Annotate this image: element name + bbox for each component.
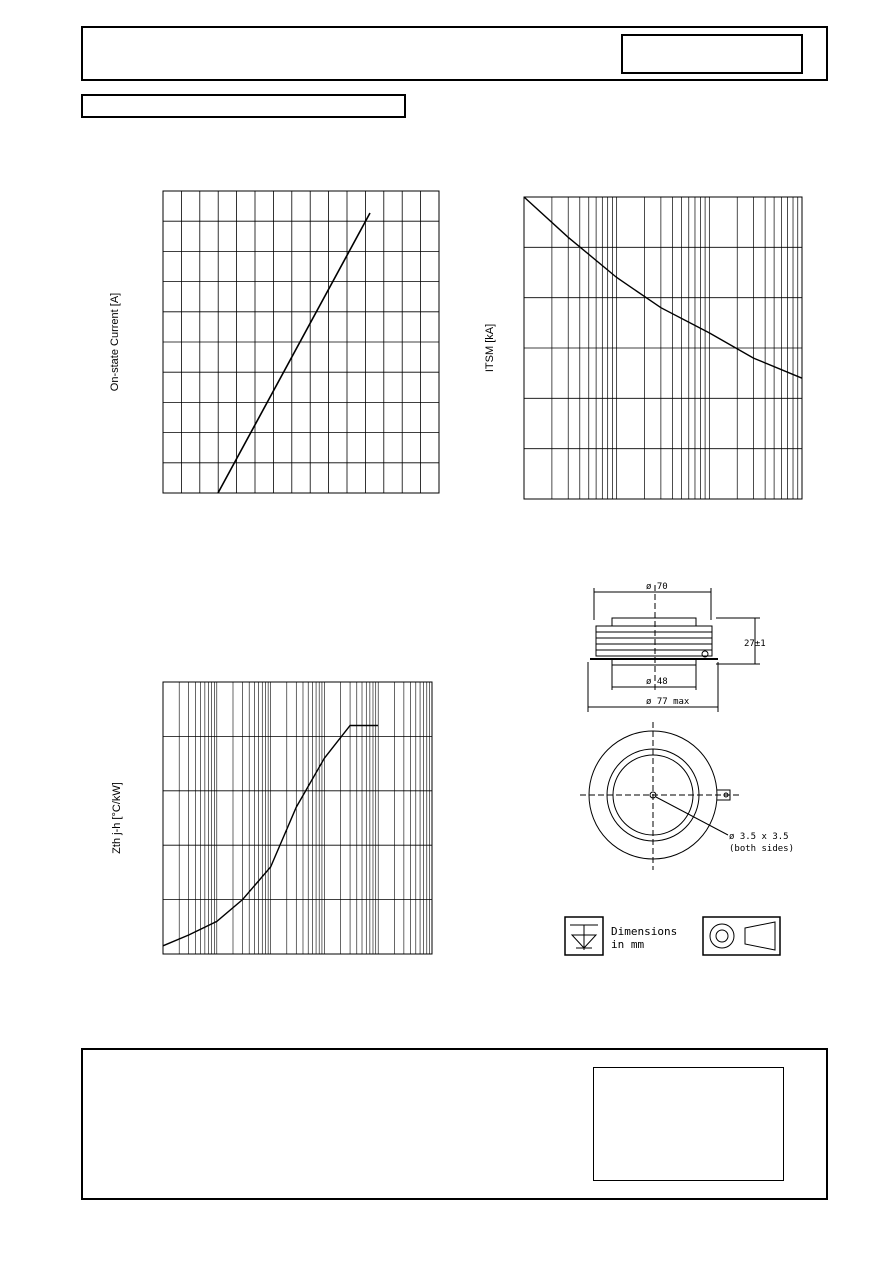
- itsm-ylabel: ITSM [kA]: [484, 323, 496, 373]
- dim-height: 27±1: [744, 639, 766, 649]
- dim-hole-note: (both sides): [729, 844, 795, 854]
- dim-dia-top: ø 70: [646, 582, 668, 592]
- dim-dia-outer: ø 77 max: [646, 697, 690, 707]
- dim-hole: ø 3.5 x 3.5: [729, 832, 789, 842]
- top-pole-face: [612, 618, 696, 626]
- zth-ylabel: Zth j-h [°C/kW]: [111, 782, 123, 854]
- housing-body: [596, 626, 712, 656]
- on-state-ylabel: On-state Current [A]: [109, 292, 121, 392]
- dimensions-label: Dimensions: [611, 925, 678, 938]
- housing-type-box: [703, 917, 780, 955]
- footer-stamp-box: [593, 1067, 784, 1181]
- dimensions-units: in mm: [611, 938, 645, 951]
- dim-dia-inner: ø 48: [646, 677, 668, 687]
